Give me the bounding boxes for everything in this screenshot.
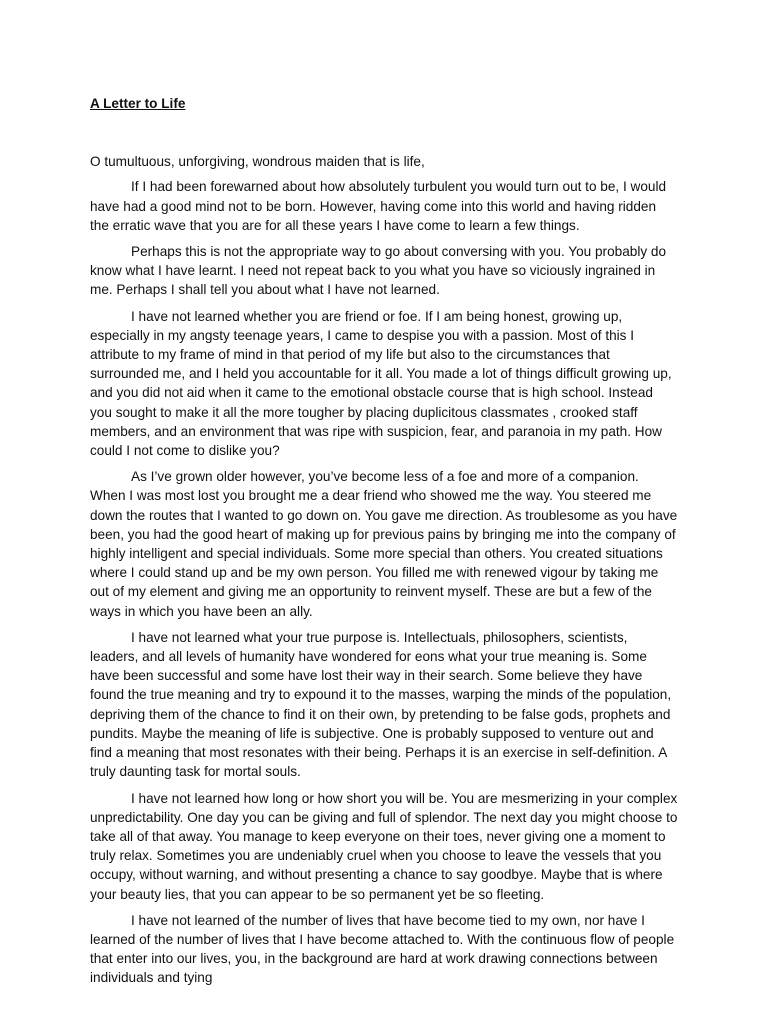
paragraph: I have not learned how long or how short you will be. You are mesmerizing in your complex unpredictability. One day you can be giving and full of splendor. The next day you might choose to take all of that away. You manage to keep everyone on their toes, never giving one a moment to truly relax. Sometimes you are undeniably cruel when you choose to leave the vessels that you occupy, without warning, and without presenting a chance to say goodbye. Maybe that is where your beauty lies, that you can appear to be so permanent yet be so fleeting. [90,790,678,902]
paragraph: If I had been forewarned about how absolutely turbulent you would turn out to be, I would have had a good mind not to be born. However, having come into this world and having ridden the erratic wave that you are for all these years I have come to learn a few things. [90,179,667,233]
salutation: O tumultuous, unforgiving, wondrous maiden that is life, [90,154,425,170]
document-title: A Letter to Life [90,96,186,111]
paragraph: I have not learned what your true purpose is. Intellectuals, philosophers, scientists, leaders, and all levels of humanity have wondered for eons what your true meaning is. Some have been successful and some have lost their way in their search. Some believe they have found the true meaning and try to expound it to the masses, warping the minds of the population, depriving them of the chance to find it on their own, by pretending to be false gods, prophets and pundits. Maybe the meaning of life is subjective. One is probably supposed to venture out and find a meaning that most resonates with their being. Perhaps it is an exercise in self-definition. A truly daunting task for mortal souls. [90,629,672,780]
paragraph: Perhaps this is not the appropriate way to go about conversing with you. You probably do know what I have learnt. I need not repeat back to you what you have so viciously ingrained in me. Perhaps I shall tell you about what I have not learned. [90,244,667,298]
paragraph: I have not learned whether you are friend or foe. If I am being honest, growing up, especially in my angsty teenage years, I came to despise you with a passion. Most of this I attribute to my frame of mind in that period of my life but also to the circumstances that surrounded me, and I held you accountable for it all. You made a lot of things difficult growing up, and you did not aid when it came to the emotional obstacle course that is high school. Instead you sought to make it all the more tougher by placing duplicitous classmates , crooked staff members, and an environment that was ripe with suspicion, fear, and paranoia in my path. How could I not come to dislike you? [90,308,672,459]
paragraph: As I’ve grown older however, you’ve become less of a foe and more of a companion. When I was most lost you brought me a dear friend who showed me the way. You steered me down the routes that I wanted to go down on. You gave me direction. As troublesome as you have been, you had the good heart of making up for previous pains by bringing me into the company of highly intelligent and special individuals. Some more special than others. You created situations where I could stand up and be my own person. You filled me with renewed vigour by taking me out of my element and giving me an opportunity to reinvent myself. These are but a few of the ways in which you have been an ally. [90,469,678,619]
paragraph: I have not learned of the number of lives that have become tied to my own, nor have I learned of the number of lives that I have become attached to. With the continuous flow of people that enter into our lives, you, in the background are hard at work drawing connections between individuals and tying [90,912,675,986]
document-body [90,94,678,995]
